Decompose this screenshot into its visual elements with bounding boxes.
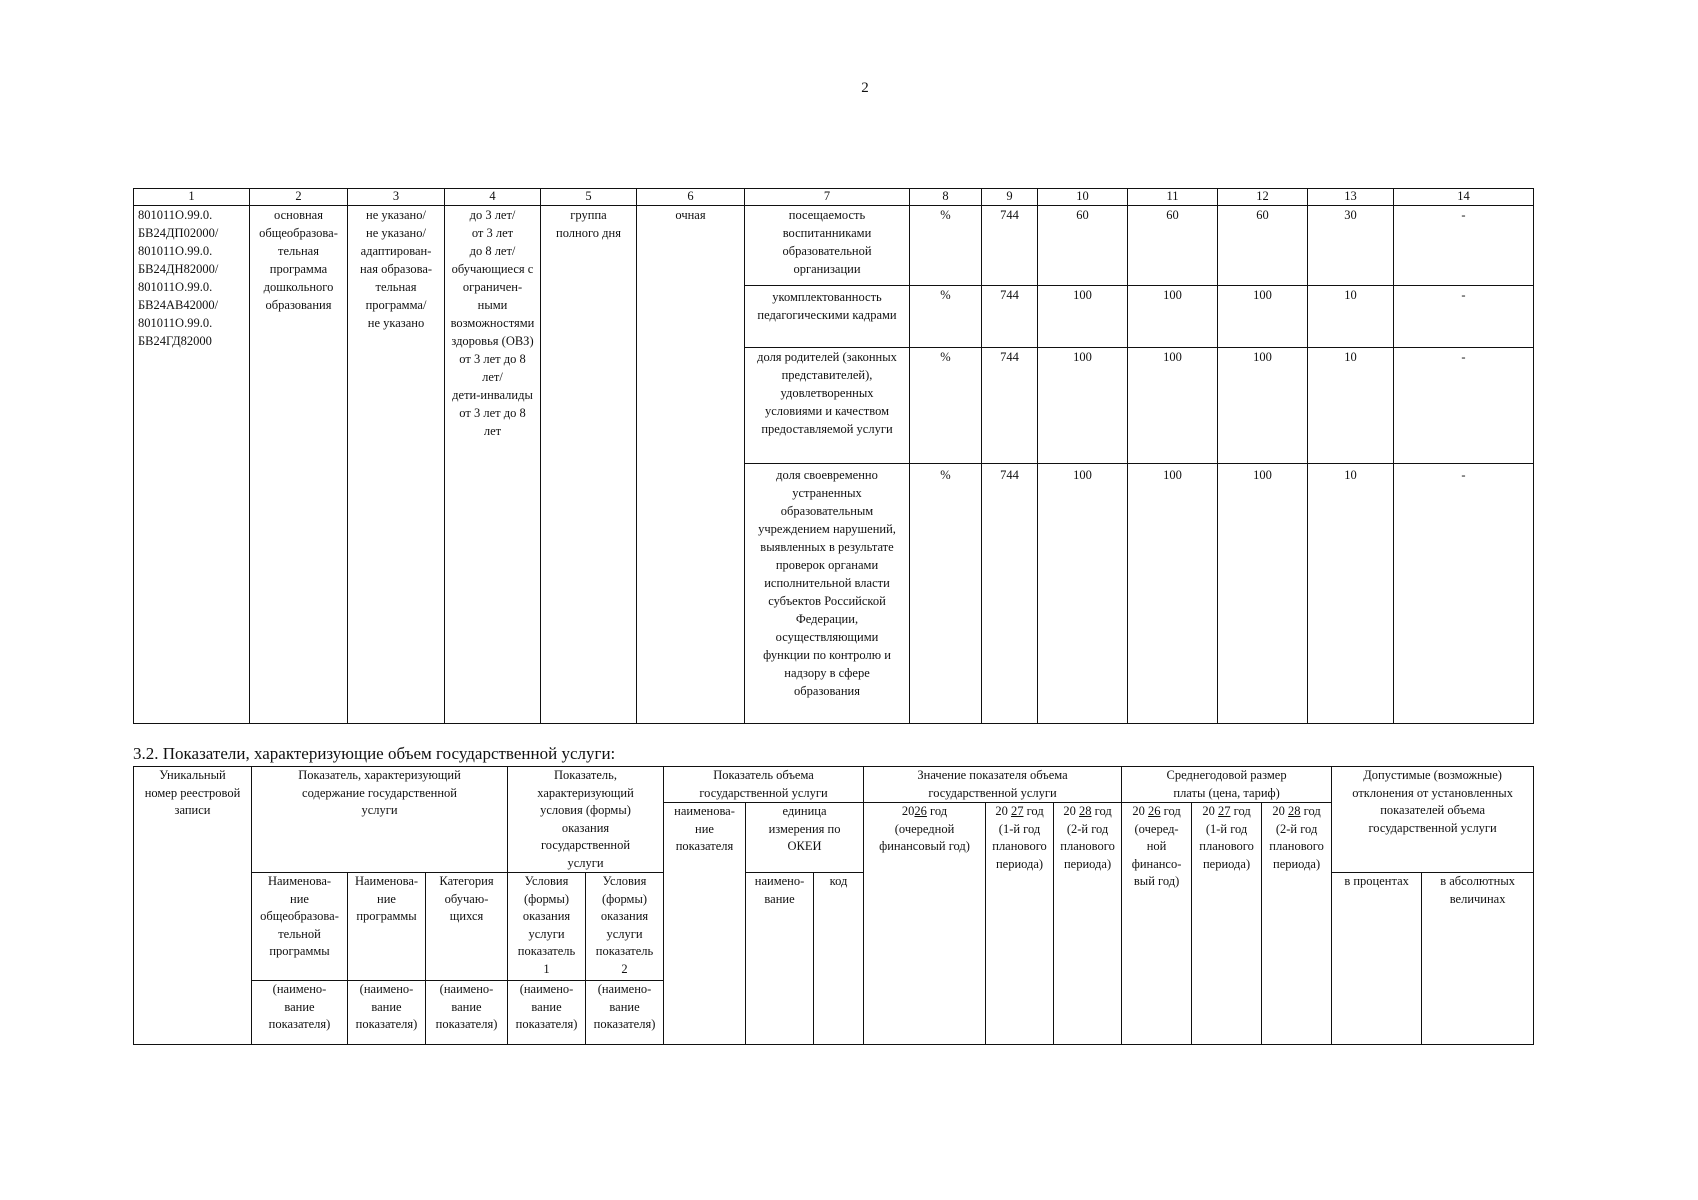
indicator-name: укомплектованность педагогическими кадрами bbox=[745, 286, 910, 348]
subheader-program-type: Наименова- ние общеобразова- тельной программы bbox=[252, 873, 348, 981]
indicator-deviation: 10 bbox=[1308, 348, 1394, 464]
header-value-year-1: 2026 год (очередной финансовый год) bbox=[864, 803, 986, 1045]
indicator-value: 100 bbox=[1038, 464, 1128, 724]
header-conditions-indicator: Показатель, характеризующий условия (формы) оказания государственной услуги bbox=[508, 767, 664, 873]
indicator-name: доля своевременно устраненных образовательным учреждением нарушений, выявленных в результате проверок органами исполнительной власти субъектов Российской Федерации, осуществляющими функции по контролю и надзору в сфере образования bbox=[745, 464, 910, 724]
col-number: 12 bbox=[1218, 189, 1308, 206]
header-allowed-deviation: Допустимые (возможные) отклонения от установленных показателей объема государственной услуги bbox=[1332, 767, 1534, 873]
col-number: 9 bbox=[982, 189, 1038, 206]
header-price-year-3: 20 28 год (2-й год планового периода) bbox=[1262, 803, 1332, 1045]
registry-number: 801011О.99.0. БВ24ДП02000/ 801011О.99.0. БВ24ДН82000/ 801011О.99.0. БВ24АВ42000/ 801011О.99.0. БВ24ГД82000 bbox=[134, 206, 250, 724]
indicator-value: 60 bbox=[1038, 206, 1128, 286]
indicator-name: доля родителей (законных представителей), удовлетворенных условиями и качеством предоставляемой услуги bbox=[745, 348, 910, 464]
indicator-unit: % bbox=[910, 348, 982, 464]
header-volume-unit: единица измерения по ОКЕИ bbox=[746, 803, 864, 873]
indicator-value: 60 bbox=[1218, 206, 1308, 286]
subheader-naming: (наимено- вание показателя) bbox=[508, 981, 586, 1045]
subheader-naming: (наимено- вание показателя) bbox=[252, 981, 348, 1045]
program-name: не указано/ не указано/ адаптирован- ная образова- тельная программа/ не указано bbox=[348, 206, 445, 724]
subheader-naming: (наимено- вание показателя) bbox=[426, 981, 508, 1045]
header-volume-name: наименова- ние показателя bbox=[664, 803, 746, 1045]
indicator-code: 744 bbox=[982, 348, 1038, 464]
service-condition: группа полного дня bbox=[541, 206, 637, 724]
col-number: 6 bbox=[637, 189, 745, 206]
col-number: 3 bbox=[348, 189, 445, 206]
header-volume-indicator: Показатель объема государственной услуги bbox=[664, 767, 864, 803]
indicator-value: 100 bbox=[1218, 286, 1308, 348]
column-numbers-row bbox=[134, 189, 1534, 206]
indicator-deviation-abs: - bbox=[1394, 286, 1534, 348]
indicator-value: 60 bbox=[1128, 206, 1218, 286]
subheader-unit-code: код bbox=[814, 873, 864, 1045]
indicator-unit: % bbox=[910, 206, 982, 286]
indicator-deviation: 10 bbox=[1308, 286, 1394, 348]
indicator-deviation-abs: - bbox=[1394, 348, 1534, 464]
header-content-indicator: Показатель, характеризующий содержание государственной услуги bbox=[252, 767, 508, 873]
indicator-code: 744 bbox=[982, 206, 1038, 286]
indicator-value: 100 bbox=[1218, 348, 1308, 464]
indicator-code: 744 bbox=[982, 286, 1038, 348]
service-form: очная bbox=[637, 206, 745, 724]
col-number: 8 bbox=[910, 189, 982, 206]
subheader-program-name: Наименова- ние программы bbox=[348, 873, 426, 981]
indicator-value: 100 bbox=[1038, 286, 1128, 348]
indicator-unit: % bbox=[910, 286, 982, 348]
subheader-unit-name: наимено- вание bbox=[746, 873, 814, 1045]
header-unique-number: Уникальный номер реестровой записи bbox=[134, 767, 252, 1045]
indicator-name: посещаемость воспитанниками образовательной организации bbox=[745, 206, 910, 286]
subheader-naming: (наимено- вание показателя) bbox=[348, 981, 426, 1045]
header-average-price: Среднегодовой размер платы (цена, тариф) bbox=[1122, 767, 1332, 803]
page-number: 2 bbox=[861, 80, 869, 96]
indicator-deviation: 30 bbox=[1308, 206, 1394, 286]
section-title: 3.2. Показатели, характеризующие объем государственной услуги: bbox=[133, 744, 616, 763]
col-number: 14 bbox=[1394, 189, 1534, 206]
indicator-deviation-abs: - bbox=[1394, 206, 1534, 286]
header-value-year-3: 20 28 год (2-й год планового периода) bbox=[1054, 803, 1122, 1045]
subheader-deviation-percent: в процентах bbox=[1332, 873, 1422, 1045]
header-value-year-2: 20 27 год (1-й год планового периода) bbox=[986, 803, 1054, 1045]
program-type: основная общеобразова- тельная программа дошкольного образования bbox=[250, 206, 348, 724]
header-volume-value: Значение показателя объема государственной услуги bbox=[864, 767, 1122, 803]
col-number: 7 bbox=[745, 189, 910, 206]
col-number: 5 bbox=[541, 189, 637, 206]
col-number: 10 bbox=[1038, 189, 1128, 206]
subheader-deviation-absolute: в абсолютных величинах bbox=[1422, 873, 1534, 1045]
subheader-naming: (наимено- вание показателя) bbox=[586, 981, 664, 1045]
col-number: 13 bbox=[1308, 189, 1394, 206]
indicator-unit: % bbox=[910, 464, 982, 724]
indicator-value: 100 bbox=[1038, 348, 1128, 464]
indicator-deviation-abs: - bbox=[1394, 464, 1534, 724]
col-number: 11 bbox=[1128, 189, 1218, 206]
indicator-value: 100 bbox=[1128, 348, 1218, 464]
subheader-category: Категория обучаю- щихся bbox=[426, 873, 508, 981]
col-number: 1 bbox=[134, 189, 250, 206]
indicator-value: 100 bbox=[1218, 464, 1308, 724]
indicator-value: 100 bbox=[1128, 464, 1218, 724]
indicator-code: 744 bbox=[982, 464, 1038, 724]
subheader-condition-1: Условия (формы) оказания услуги показатель 1 bbox=[508, 873, 586, 981]
subheader-condition-2: Условия (формы) оказания услуги показатель 2 bbox=[586, 873, 664, 981]
student-category: до 3 лет/ от 3 лет до 8 лет/ обучающиеся с ограничен- ными возможностями здоровья (ОВЗ) от 3 лет до 8 лет/ дети-инвалиды от 3 лет до 8 лет bbox=[445, 206, 541, 724]
col-number: 4 bbox=[445, 189, 541, 206]
indicator-deviation: 10 bbox=[1308, 464, 1394, 724]
header-price-year-1: 20 26 год (очеред- ной финансо- вый год) bbox=[1122, 803, 1192, 1045]
indicator-value: 100 bbox=[1128, 286, 1218, 348]
volume-indicators-table bbox=[133, 766, 1534, 1045]
table-row bbox=[134, 206, 1534, 286]
quality-indicators-table bbox=[133, 188, 1534, 724]
col-number: 2 bbox=[250, 189, 348, 206]
header-price-year-2: 20 27 год (1-й год планового периода) bbox=[1192, 803, 1262, 1045]
